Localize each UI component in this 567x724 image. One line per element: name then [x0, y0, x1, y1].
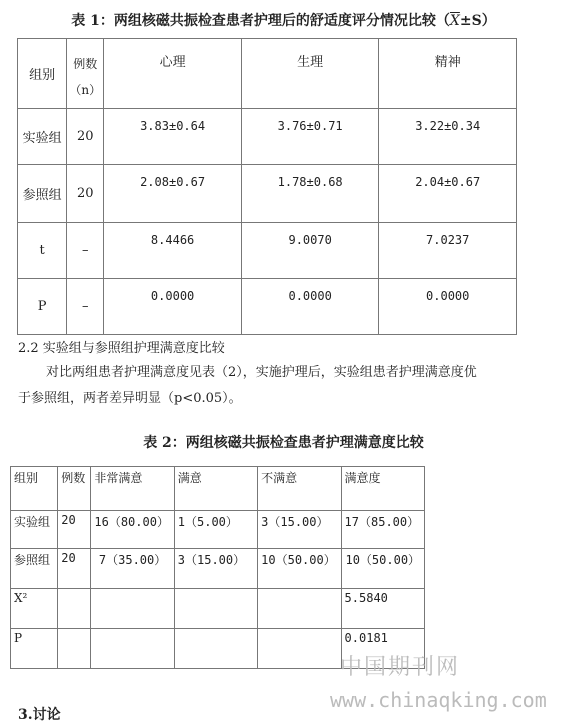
t1-cell-group: 参照组	[18, 165, 67, 223]
t2-cell-v2: 1（5.00）	[174, 511, 257, 549]
t1-header-c3: 精神	[379, 39, 517, 109]
t1-cell-group: t	[18, 223, 67, 279]
t2-cell-group: 实验组	[11, 511, 58, 549]
t1-cell-v2: 1.78±0.68	[241, 165, 379, 223]
t2-header-group: 组别	[11, 467, 58, 511]
table-row	[18, 165, 517, 223]
section-2-2-line2: 于参照组，两者差异明显（p<0.05）。	[18, 391, 242, 406]
t2-cell-n: 20	[58, 511, 91, 549]
t1-cell-v3: 7.0237	[379, 223, 517, 279]
t1-cell-v2: 3.76±0.71	[241, 109, 379, 165]
table2-title: 表 2：两组核磁共振检查患者护理满意度比较	[143, 435, 424, 451]
section-2-2-line1: 对比两组患者护理满意度见表（2），实施护理后，实验组患者护理满意度优	[46, 365, 477, 380]
t2-header-n: 例数	[58, 467, 91, 511]
t2-cell-n	[58, 589, 91, 629]
t1-cell-v3: 2.04±0.67	[379, 165, 517, 223]
t2-cell-v1	[91, 589, 174, 629]
table1-title-x: $\overline{X}$	[449, 13, 460, 29]
table-row	[18, 223, 517, 279]
t1-cell-v2: 9.0070	[241, 223, 379, 279]
t2-cell-v2	[174, 589, 257, 629]
t1-cell-n: 20	[67, 165, 104, 223]
t2-header-c4: 满意度	[341, 467, 424, 511]
section-3-heading: 3.讨论	[18, 707, 61, 723]
t1-header-n-line1: 例数	[73, 57, 98, 71]
t2-cell-v3	[258, 629, 341, 669]
t2-cell-n	[58, 629, 91, 669]
t2-cell-v1	[91, 629, 174, 669]
t1-header-n-line2: （n）	[69, 83, 102, 97]
t1-cell-n: 20	[67, 109, 104, 165]
t2-cell-v1: 7（35.00）	[91, 549, 174, 589]
t2-cell-v4: 0.0181	[341, 629, 424, 669]
t2-cell-n: 20	[58, 549, 91, 589]
t2-cell-group: X²	[11, 589, 58, 629]
t1-cell-v1: 3.83±0.64	[104, 109, 242, 165]
t2-header-c1: 非常满意	[91, 467, 174, 511]
t2-cell-v4: 10（50.00）	[341, 549, 424, 589]
t2-cell-v2: 3（15.00）	[174, 549, 257, 589]
table-row	[11, 549, 425, 589]
t1-cell-v1: 8.4466	[104, 223, 242, 279]
t1-cell-v2: 0.0000	[241, 279, 379, 335]
t2-header-c3: 不满意	[258, 467, 341, 511]
t1-header-group: 组别	[18, 39, 67, 109]
table1-title-suffix: ±S）	[459, 13, 496, 29]
t1-cell-group: P	[18, 279, 67, 335]
t2-cell-group: 参照组	[11, 549, 58, 589]
t1-header-c2: 生理	[241, 39, 379, 109]
watermark-cn: 中国期刊网	[340, 655, 461, 680]
table2	[10, 466, 425, 669]
t2-header-c2: 满意	[174, 467, 257, 511]
t2-cell-v3	[258, 589, 341, 629]
t2-cell-v4: 17（85.00）	[341, 511, 424, 549]
table-row	[18, 279, 517, 335]
t1-cell-n: –	[67, 279, 104, 335]
t2-cell-v3: 10（50.00）	[258, 549, 341, 589]
table1	[17, 38, 517, 335]
t1-header-c1: 心理	[104, 39, 242, 109]
table-row	[11, 511, 425, 549]
t2-cell-group: P	[11, 629, 58, 669]
t2-cell-v3: 3（15.00）	[258, 511, 341, 549]
t1-cell-v3: 3.22±0.34	[379, 109, 517, 165]
table-row	[11, 589, 425, 629]
t2-cell-v1: 16（80.00）	[91, 511, 174, 549]
watermark-url: www.chinaqking.com	[330, 688, 547, 712]
t2-cell-v4: 5.5840	[341, 589, 424, 629]
t1-cell-v3: 0.0000	[379, 279, 517, 335]
t1-cell-v1: 0.0000	[104, 279, 242, 335]
t1-cell-v1: 2.08±0.67	[104, 165, 242, 223]
table1-title-prefix: 表 1：两组核磁共振检查患者护理后的舒适度评分情况比较（	[71, 13, 450, 29]
section-2-2-heading: 2.2 实验组与参照组护理满意度比较	[18, 341, 225, 356]
t1-header-n	[67, 39, 104, 109]
t2-cell-v2	[174, 629, 257, 669]
t1-cell-n: –	[67, 223, 104, 279]
table1-title	[0, 10, 567, 30]
table-row	[18, 109, 517, 165]
t1-cell-group: 实验组	[18, 109, 67, 165]
